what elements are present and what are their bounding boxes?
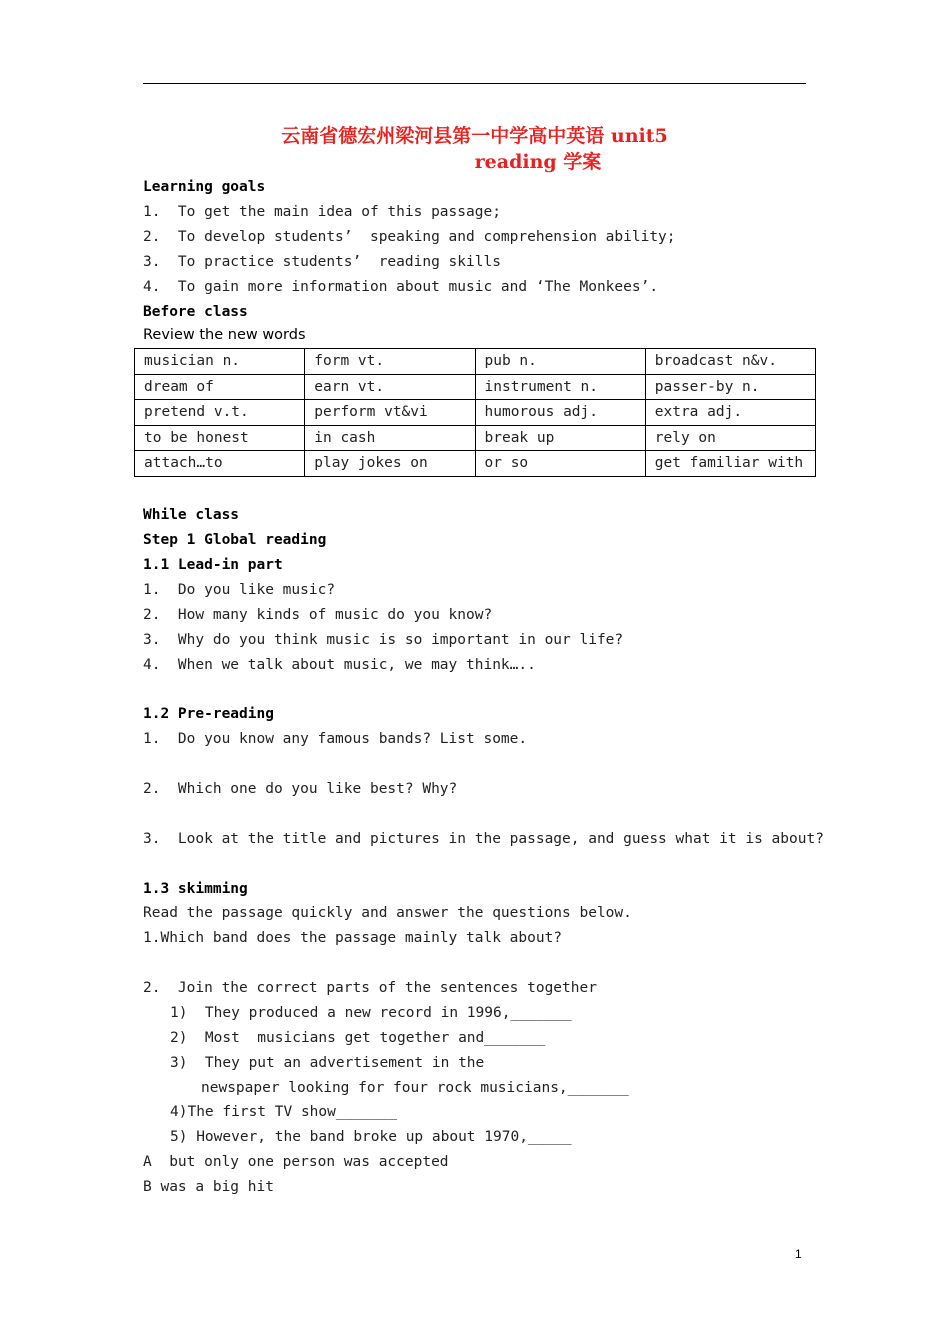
word-cell: pretend v.t. (135, 400, 305, 426)
word-cell: dream of (135, 374, 305, 400)
goal-item: 1. To get the main idea of this passage; (143, 204, 501, 220)
pre-reading-question: 2. Which one do you like best? Why? (143, 781, 458, 797)
sentence-part: 5) However, the band broke up about 1970,_____ (170, 1129, 572, 1145)
table-row (135, 451, 816, 477)
lead-in-heading: 1.1 Lead-in part (143, 557, 283, 573)
step1-heading: Step 1 Global reading (143, 532, 327, 548)
answer-option: B was a big hit (143, 1179, 274, 1195)
word-cell: extra adj. (645, 400, 815, 426)
review-words-subheading: Review the new words (143, 327, 306, 343)
vocabulary-table (134, 348, 816, 477)
table-row (135, 425, 816, 451)
document-title-line2: reading 学案 (474, 151, 602, 173)
word-cell: rely on (645, 425, 815, 451)
word-cell: pub n. (475, 349, 645, 375)
learning-goals-heading: Learning goals (143, 179, 266, 195)
word-cell: perform vt&vi (305, 400, 475, 426)
skimming-question-2: 2. Join the correct parts of the sentences together (143, 980, 597, 996)
skimming-question-1: 1.Which band does the passage mainly talk about? (143, 930, 563, 946)
word-cell: play jokes on (305, 451, 475, 477)
word-cell: break up (475, 425, 645, 451)
sentence-part: 2) Most musicians get together and_______ (170, 1030, 546, 1046)
word-cell: instrument n. (475, 374, 645, 400)
lead-in-question: 1. Do you like music? (143, 582, 336, 598)
table-row (135, 349, 816, 375)
header-rule (143, 83, 806, 84)
sentence-part: 4)The first TV show_______ (170, 1104, 397, 1120)
word-cell: form vt. (305, 349, 475, 375)
word-cell: musician n. (135, 349, 305, 375)
skimming-heading: 1.3 skimming (143, 881, 248, 897)
sentence-part: 3) They put an advertisement in the (170, 1055, 485, 1071)
word-cell: get familiar with (645, 451, 815, 477)
lead-in-question: 3. Why do you think music is so important in our life? (143, 632, 624, 648)
word-cell: attach…to (135, 451, 305, 477)
lead-in-question: 4. When we talk about music, we may think….. (143, 657, 536, 673)
word-cell: humorous adj. (475, 400, 645, 426)
page-number: 1 (795, 1247, 802, 1261)
answer-option: A but only one person was accepted (143, 1154, 449, 1170)
document-title-line1: 云南省德宏州梁河县第一中学高中英语 unit5 (281, 125, 668, 147)
table-row (135, 400, 816, 426)
word-cell: earn vt. (305, 374, 475, 400)
goal-item: 2. To develop students’ speaking and comprehension ability; (143, 229, 676, 245)
pre-reading-question: 1. Do you know any famous bands? List some. (143, 731, 528, 747)
word-cell: broadcast n&v. (645, 349, 815, 375)
while-class-heading: While class (143, 507, 240, 523)
before-class-heading: Before class (143, 304, 248, 320)
skimming-instruction: Read the passage quickly and answer the questions below. (143, 905, 632, 921)
sentence-part-continued: newspaper looking for four rock musicians,_______ (201, 1080, 629, 1096)
word-cell: to be honest (135, 425, 305, 451)
pre-reading-heading: 1.2 Pre-reading (143, 706, 274, 722)
pre-reading-question: 3. Look at the title and pictures in the passage, and guess what it is about? (143, 831, 824, 847)
word-cell: in cash (305, 425, 475, 451)
lead-in-question: 2. How many kinds of music do you know? (143, 607, 493, 623)
word-cell: passer-by n. (645, 374, 815, 400)
table-row (135, 374, 816, 400)
goal-item: 3. To practice students’ reading skills (143, 254, 501, 270)
word-cell: or so (475, 451, 645, 477)
goal-item: 4. To gain more information about music and ‘The Monkees’. (143, 279, 659, 295)
sentence-part: 1) They produced a new record in 1996,_______ (170, 1005, 572, 1021)
